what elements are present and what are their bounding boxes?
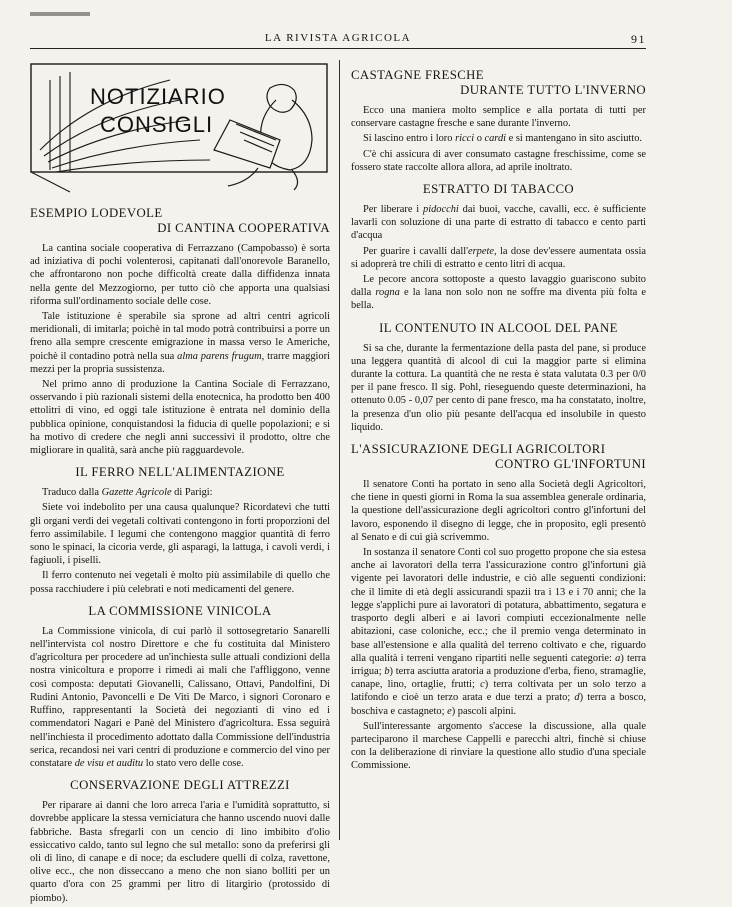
- section-title-castagne: CASTAGNE FRESCHE DURANTE TUTTO L'INVERNO: [351, 68, 646, 97]
- header-rule: [30, 48, 646, 49]
- paragraph: Ecco una maniera molto semplice e alla portata di tutti per conservare castagne fresche e sane durante l'inverno.: [351, 105, 646, 130]
- page-number: 91: [631, 32, 646, 46]
- section-title-tabacco: ESTRATTO DI TABACCO: [422, 182, 575, 197]
- paragraph: C'è chi assicura di aver consumato castagne freschissime, come se fossero state raccolte allora allora, ad aprile inoltrato.: [351, 148, 646, 173]
- paragraph: Sull'interessante argomento s'accese la discussione, alla quale parteciparono il marchese Cappelli e parecchi altri, finchè si chiuse con la deliberazione di rinviare la questione allo studio d'una speciale Commissione.: [351, 720, 646, 772]
- paragraph: Tale istituzione è sperabile sia sprone ad altri centri agricoli meridionali, di imitarla; poichè in tal modo potrà contribuirsi a porre un freno alla sempre crescente emigrazione in massa verso le Americhe, poichè il contadino potrà nella sua alma parens frugum, trarre maggiori mezzi per la propria sussistenza.: [30, 311, 330, 375]
- paragraph: Si sa che, durante la fermentazione della pasta del pane, si produce una leggera quantità di alcool di cui la maggior parte si elimina durante la cottura. La quantità che ne resta è stata valutata 0.3 per 0/0 per il pane fresco. Il sig. Pohl, rieseguendo queste determinazioni, ha ottenuto 0.05 - 0,07 per cento di pane fresco, ma ha constatato, inoltre, la presenza d'un olio più pesante dell'acqua ed insolubile in questo liquido.: [351, 342, 646, 433]
- corner-print-mark: [30, 12, 90, 16]
- paragraph: Il senatore Conti ha portato in seno alla Società degli Agricoltori, che tiene in questi giorni in Roma la sua assemblea generale ordinaria, la questione dell'assicurazione degli agricoltori contro gl'infortuni del lavoro, esponendo il disegno di legge, che in proposito, egli presentò al Senato e di cui già scrivemmo.: [351, 479, 646, 543]
- banner-text-consigli: CONSIGLI: [100, 112, 214, 137]
- section-title-assicurazione: L'ASSICURAZIONE DEGLI AGRICOLTORI CONTRO GL'INFORTUNI: [351, 442, 646, 472]
- section-title-attrezzi: CONSERVAZIONE DEGLI ATTREZZI: [70, 778, 290, 793]
- banner-illustration: [30, 60, 330, 194]
- paragraph: Per liberare i pidocchi dai buoi, vacche, cavalli, ecc. è sufficiente lavarli con soluzione di una parte di estratto di tabacco e cento parti d'acqua: [351, 204, 646, 242]
- paragraph: Siete voi indebolito per una causa qualunque? Ricordatevi che tutti gli organi verdi dei vegetali coltivati contengono in forti proporzioni del ferro assimilabile. I legumi che contengono maggior quantità di ferro sono le spinaci, la cicoria verde, gli asparagi, la lattuga, i cavoli verdi, i fagiuoli, i piselli.: [30, 502, 330, 567]
- banner-text-notiziario: NOTIZIARIO: [90, 84, 226, 109]
- column-divider: [339, 60, 340, 840]
- paragraph: La Commissione vinicola, di cui parlò il sottosegretario Sanarelli nell'intervista col nostro Direttore e che fu costituita dal Ministero d'agricoltura per procedere ad un'inchiesta sulle attuali condizioni della nostra vinicoltura e proporre i rimedi ai mali che l'affliggono, venne così composta: deputati Giovanelli, Calissano, Ottavi, Pandolfini, Di Rudini Antonio, Pavoncelli e De Viti De Marco, i signori Coronaro e Ruffino, rappresentanti la Società dei negozianti di vino ed i commendatori Nagari e Panè del Ministero d'agricoltura. Essa seguirà nell'inchiesta il procedimento adottato dalla Commissione dell'industria serica, recandosi nei vari centri di produzione e commercio del vino per constatare de visu et auditu lo stato vero delle cose.: [30, 625, 330, 769]
- right-column: [351, 60, 646, 775]
- running-header: [30, 32, 646, 48]
- paragraph: La cantina sociale cooperativa di Ferrazzano (Campobasso) è sorta ad iniziativa di pochi volenterosi, capitanati dall'onorevole Baranello, che affrontarono non poche difficoltà create dalla diffidenza innata nella gente del Mezzogiorno, per tutto ciò che apporta una qualsiasi riforma sull'ordinamento sociale delle cose.: [30, 243, 330, 307]
- paragraph: Traduco dalla Gazette Agricole di Parigi:: [42, 487, 213, 499]
- paragraph: Si lascino entro i loro ricci o cardi e si mantengano in sito asciutto.: [363, 133, 642, 145]
- left-column: [30, 60, 330, 907]
- journal-title: LA RIVISTA AGRICOLA: [264, 32, 412, 44]
- paragraph: Nel primo anno di produzione la Cantina Sociale di Ferrazzano, osservando i più razionali sistemi della enotecnica, ha prodotto ben 400 ettolitri di vino, ed oggi tale istituzione è entrata nel dominio della pubblica opinione, conquistandosi la fiducia di quelle popolazioni; e si ha motivo di credere che negli anni successivi il prodotto, oltre che migliorare in qualità, sarà anche più ragguardevole.: [30, 379, 330, 457]
- section-title-commissione: LA COMMISSIONE VINICOLA: [88, 603, 272, 618]
- paragraph: Il ferro contenuto nei vegetali è molto più assimilabile di quello che possa racchiudere i più celebrati e noti medicamenti del genere.: [30, 570, 330, 595]
- notiziario-banner: [30, 60, 330, 194]
- paragraph: Per guarire i cavalli dall'erpete, la dose dev'essere aumentata ossia si adoprerà tre chili di estratto e cento litri di acqua.: [351, 245, 646, 270]
- paragraph: In sostanza il senatore Conti col suo progetto propone che sia estesa anche ai lavoratori della terra l'assicurazione contro gl'infortuni già vigente pei lavoratori delle industrie, e ciò alle seguenti condizioni: che il limite di età degli assicurandi spazii tra i 13 e i 70 anni; che la legge s'applichi pure ai lavoratori di potatura, abbattimento, segatura e trasporto degli alberi e ai lavori compiuti eccezionalmente nelle abitazioni, case coloniche, ecc.; che il premio venga determinato in base all'estensione e alla qualità del terreno coltivato e che, riguardo alla qualità i terreni vengano ripartiti nelle seguenti categorie: a) terra irrigua; b) terra asciutta aratoria a produzione d'erba, fieno, stramaglie, canape, lino, ortaglie, frutti; c) terra coltivata per un solo terzo a latifondo e cioè un terzo arata e due terzi a prato; d) terra a bosco, boschiva e castagneto; e) pascoli alpini.: [351, 547, 646, 717]
- section-title-alcool: IL CONTENUTO IN ALCOOL DEL PANE: [379, 320, 618, 335]
- paragraph: Le pecore ancora sottoposte a questo lavaggio guariscono subito dalla rogna e la lana non solo non ne soffre ma diventa più folta e bella.: [351, 274, 646, 312]
- section-title-ferro: IL FERRO NELL'ALIMENTAZIONE: [75, 465, 285, 480]
- paragraph: Per riparare ai danni che loro arreca l'aria e l'umidità soprattutto, si dovrebbe applicare la stessa verniciatura che hanno uscendo nuovi dalle fabbriche. Basta sfregarli con un cencio di lino imbibito d'olio essiccativo caldo, tanto sul legno che sul metallo: sono da preferirsi gli oli di lino, di canape e di noce; da escludere quelli di colza, ravettone, olive ecc., che non disseccano a meno che non siano bolliti per un quarto d'ora con 25 grammi per litro di litargirio (protossido di piombo).: [30, 800, 330, 904]
- section-title-esempio: ESEMPIO LODEVOLE DI CANTINA COOPERATIVA: [30, 206, 330, 235]
